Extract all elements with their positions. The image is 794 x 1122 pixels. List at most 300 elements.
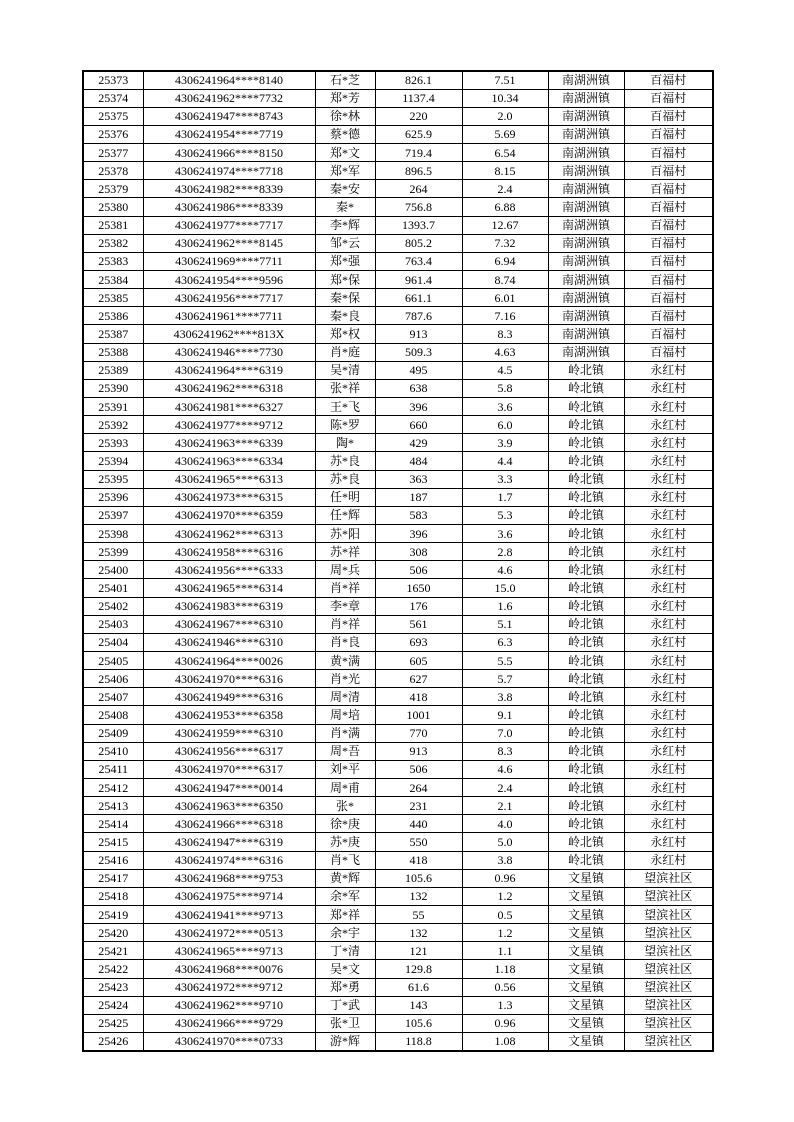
table-row [83,343,713,361]
table-row [83,162,713,180]
table-cell: 百福村 [624,343,713,361]
table-cell: 132 [375,924,462,942]
table-cell: 25385 [83,289,143,307]
table-cell: 25408 [83,706,143,724]
table-cell: 百福村 [624,216,713,234]
table-cell: 418 [375,851,462,869]
table-row [83,107,713,125]
table-cell: 4306241954****7719 [143,125,315,143]
table-cell: 4306241962****813X [143,325,315,343]
table-cell: 25392 [83,416,143,434]
table-cell: 756.8 [375,198,462,216]
table-cell: 25400 [83,561,143,579]
table-cell: 176 [375,597,462,615]
table-cell: 丁*武 [315,996,375,1014]
table-cell: 6.54 [462,144,548,162]
table-cell: 4306241959****6310 [143,724,315,742]
table-cell: 6.0 [462,416,548,434]
table-cell: 4306241981****6327 [143,398,315,416]
table-row [83,289,713,307]
table-cell: 肖*良 [315,633,375,651]
table-cell: 5.0 [462,833,548,851]
table-cell: 岭北镇 [548,652,624,670]
table-cell: 郑*文 [315,144,375,162]
table-cell: 15.0 [462,579,548,597]
table-cell: 429 [375,434,462,452]
table-cell: 永红村 [624,815,713,833]
table-cell: 百福村 [624,107,713,125]
table-cell: 张*卫 [315,1014,375,1032]
table-row [83,579,713,597]
table-cell: 张* [315,797,375,815]
table-cell: 25419 [83,905,143,923]
table-cell: 岭北镇 [548,506,624,524]
table-cell: 0.5 [462,905,548,923]
table-cell: 1393.7 [375,216,462,234]
table-cell: 岭北镇 [548,416,624,434]
table-cell: 南湖洲镇 [548,71,624,89]
table-cell: 4306241946****6310 [143,633,315,651]
table-cell: 25420 [83,924,143,942]
table-cell: 肖*祥 [315,615,375,633]
table-cell: 永红村 [624,670,713,688]
table-row [83,670,713,688]
table-row [83,1032,713,1050]
table-cell: 南湖洲镇 [548,343,624,361]
table-cell: 文星镇 [548,924,624,942]
table-cell: 岭北镇 [548,724,624,742]
table-row [83,434,713,452]
table-cell: 4306241972****9712 [143,978,315,996]
table-cell: 永红村 [624,470,713,488]
table-cell: 永红村 [624,706,713,724]
table-cell: 郑*祥 [315,905,375,923]
table-cell: 2.1 [462,797,548,815]
table-cell: 12.67 [462,216,548,234]
table-cell: 郑*强 [315,252,375,270]
table-cell: 25381 [83,216,143,234]
table-cell: 岭北镇 [548,561,624,579]
table-cell: 3.3 [462,470,548,488]
table-cell: 264 [375,180,462,198]
table-cell: 763.4 [375,252,462,270]
table-cell: 秦*良 [315,307,375,325]
table-cell: 5.7 [462,670,548,688]
table-cell: 任*辉 [315,506,375,524]
table-cell: 25386 [83,307,143,325]
table-cell: 25414 [83,815,143,833]
table-row [83,234,713,252]
table-cell: 文星镇 [548,1032,624,1050]
table-cell: 187 [375,488,462,506]
table-row [83,271,713,289]
table-cell: 896.5 [375,162,462,180]
table-cell: 岭北镇 [548,434,624,452]
table-cell: 25395 [83,470,143,488]
table-cell: 永红村 [624,615,713,633]
table-cell: 岭北镇 [548,543,624,561]
table-cell: 396 [375,525,462,543]
table-row [83,361,713,379]
table-cell: 25403 [83,615,143,633]
table-row [83,452,713,470]
table-cell: 787.6 [375,307,462,325]
table-cell: 文星镇 [548,996,624,1014]
table-cell: 5.8 [462,379,548,397]
table-row [83,597,713,615]
table-cell: 南湖洲镇 [548,162,624,180]
table-cell: 永红村 [624,797,713,815]
table-cell: 永红村 [624,561,713,579]
table-cell: 4306241970****0733 [143,1032,315,1050]
table-cell: 25410 [83,742,143,760]
table-row [83,416,713,434]
table-cell: 1137.4 [375,89,462,107]
table-cell: 南湖洲镇 [548,307,624,325]
table-cell: 121 [375,942,462,960]
table-cell: 百福村 [624,289,713,307]
table-cell: 百福村 [624,71,713,89]
table-cell: 望滨社区 [624,960,713,978]
table-cell: 5.5 [462,652,548,670]
table-cell: 25398 [83,525,143,543]
table-cell: 文星镇 [548,905,624,923]
table-cell: 南湖洲镇 [548,125,624,143]
table-cell: 4306241983****6319 [143,597,315,615]
table-cell: 4.0 [462,815,548,833]
table-row [83,851,713,869]
table-cell: 黄*辉 [315,869,375,887]
table-cell: 440 [375,815,462,833]
table-cell: 25426 [83,1032,143,1050]
table-cell: 4306241947****8743 [143,107,315,125]
table-cell: 4306241968****0076 [143,960,315,978]
table-row [83,887,713,905]
table-cell: 岭北镇 [548,615,624,633]
table-cell: 132 [375,887,462,905]
table-cell: 4306241964****0026 [143,652,315,670]
table-row [83,797,713,815]
table-cell: 南湖洲镇 [548,271,624,289]
table-cell: 25413 [83,797,143,815]
table-cell: 永红村 [624,597,713,615]
table-cell: 484 [375,452,462,470]
table-cell: 4306241972****0513 [143,924,315,942]
table-cell: 郑*权 [315,325,375,343]
table-cell: 百福村 [624,144,713,162]
table-cell: 1.2 [462,924,548,942]
table-cell: 文星镇 [548,869,624,887]
table-row [83,652,713,670]
table-cell: 25396 [83,488,143,506]
table-cell: 25404 [83,633,143,651]
table-cell: 苏*良 [315,452,375,470]
table-cell: 永红村 [624,652,713,670]
table-cell: 25374 [83,89,143,107]
table-cell: 25424 [83,996,143,1014]
table-cell: 百福村 [624,307,713,325]
table-cell: 4.63 [462,343,548,361]
table-cell: 永红村 [624,579,713,597]
table-cell: 25412 [83,778,143,796]
table-cell: 南湖洲镇 [548,107,624,125]
table-row [83,252,713,270]
table-cell: 25382 [83,234,143,252]
table-row [83,633,713,651]
table-cell: 4306241977****9712 [143,416,315,434]
table-cell: 百福村 [624,180,713,198]
table-cell: 陶* [315,434,375,452]
table-cell: 25417 [83,869,143,887]
table-cell: 肖*庭 [315,343,375,361]
table-row [83,144,713,162]
table-cell: 4306241973****6315 [143,488,315,506]
table-cell: 7.0 [462,724,548,742]
table-cell: 719.4 [375,144,462,162]
table-cell: 周*吾 [315,742,375,760]
table-cell: 周*培 [315,706,375,724]
table-cell: 4306241965****9713 [143,942,315,960]
table-row [83,869,713,887]
table-cell: 4306241963****6334 [143,452,315,470]
table-row [83,488,713,506]
table-cell: 143 [375,996,462,1014]
table-cell: 2.8 [462,543,548,561]
table-row [83,89,713,107]
table-cell: 百福村 [624,125,713,143]
table-cell: 25401 [83,579,143,597]
table-cell: 638 [375,379,462,397]
table-cell: 6.88 [462,198,548,216]
table-cell: 8.3 [462,742,548,760]
table-cell: 4306241968****9753 [143,869,315,887]
table-cell: 百福村 [624,252,713,270]
table-row [83,724,713,742]
table-cell: 506 [375,760,462,778]
table-cell: 南湖洲镇 [548,180,624,198]
table-cell: 岭北镇 [548,579,624,597]
table-cell: 陈*罗 [315,416,375,434]
table-cell: 25406 [83,670,143,688]
table-cell: 永红村 [624,434,713,452]
table-cell: 4306241970****6316 [143,670,315,688]
table-cell: 7.51 [462,71,548,89]
table-cell: 4306241965****6313 [143,470,315,488]
table-cell: 岭北镇 [548,706,624,724]
table-cell: 913 [375,325,462,343]
table-cell: 2.0 [462,107,548,125]
table-cell: 岭北镇 [548,379,624,397]
table-cell: 岭北镇 [548,760,624,778]
table-cell: 0.56 [462,978,548,996]
table-cell: 丁*清 [315,942,375,960]
table-cell: 1.7 [462,488,548,506]
table-cell: 4306241962****6318 [143,379,315,397]
table-cell: 3.9 [462,434,548,452]
table-cell: 4306241982****8339 [143,180,315,198]
table-cell: 4306241986****8339 [143,198,315,216]
table-cell: 永红村 [624,543,713,561]
table-cell: 岭北镇 [548,470,624,488]
table-cell: 805.2 [375,234,462,252]
table-cell: 770 [375,724,462,742]
table-cell: 永红村 [624,688,713,706]
table-cell: 永红村 [624,506,713,524]
table-cell: 南湖洲镇 [548,89,624,107]
table-cell: 627 [375,670,462,688]
table-cell: 25422 [83,960,143,978]
table-cell: 0.96 [462,1014,548,1032]
table-row [83,615,713,633]
table-cell: 岭北镇 [548,398,624,416]
table-cell: 蔡*德 [315,125,375,143]
table-row [83,760,713,778]
table-cell: 周*清 [315,688,375,706]
table-cell: 220 [375,107,462,125]
table-cell: 5.69 [462,125,548,143]
table-cell: 61.6 [375,978,462,996]
table-cell: 4306241965****6314 [143,579,315,597]
table-cell: 郑*军 [315,162,375,180]
table-cell: 0.96 [462,869,548,887]
table-row [83,706,713,724]
table-cell: 25387 [83,325,143,343]
table-cell: 岭北镇 [548,851,624,869]
table-row [83,125,713,143]
table-cell: 693 [375,633,462,651]
table-cell: 25373 [83,71,143,89]
table-cell: 118.8 [375,1032,462,1050]
table-cell: 6.94 [462,252,548,270]
table-cell: 王*飞 [315,398,375,416]
table-cell: 苏*庚 [315,833,375,851]
table-cell: 南湖洲镇 [548,252,624,270]
table-row [83,543,713,561]
table-cell: 肖*光 [315,670,375,688]
table-row [83,960,713,978]
table-cell: 文星镇 [548,942,624,960]
table-cell: 4306241947****6319 [143,833,315,851]
table-row [83,688,713,706]
table-cell: 4306241956****6333 [143,561,315,579]
table-cell: 25411 [83,760,143,778]
table-cell: 百福村 [624,89,713,107]
table-cell: 余*宇 [315,924,375,942]
table-cell: 8.3 [462,325,548,343]
table-cell: 4306241962****9710 [143,996,315,1014]
table-cell: 25380 [83,198,143,216]
table-row [83,942,713,960]
table-cell: 4306241969****7711 [143,252,315,270]
table-cell: 509.3 [375,343,462,361]
table-row [83,778,713,796]
table-cell: 4306241953****6358 [143,706,315,724]
table-cell: 4306241956****7717 [143,289,315,307]
table-cell: 4306241967****6310 [143,615,315,633]
table-cell: 望滨社区 [624,978,713,996]
table-cell: 石*芝 [315,71,375,89]
table-cell: 4306241962****6313 [143,525,315,543]
table-cell: 3.8 [462,688,548,706]
table-cell: 826.1 [375,71,462,89]
table-cell: 文星镇 [548,960,624,978]
table-cell: 25393 [83,434,143,452]
table-cell: 25415 [83,833,143,851]
table-cell: 1.1 [462,942,548,960]
table-cell: 25375 [83,107,143,125]
table-cell: 李*章 [315,597,375,615]
table-cell: 4306241974****6316 [143,851,315,869]
table-cell: 6.3 [462,633,548,651]
table-cell: 25405 [83,652,143,670]
table-cell: 永红村 [624,851,713,869]
table-cell: 永红村 [624,742,713,760]
table-cell: 余*军 [315,887,375,905]
table-cell: 4306241963****6339 [143,434,315,452]
table-cell: 4306241966****8150 [143,144,315,162]
table-cell: 南湖洲镇 [548,216,624,234]
table-cell: 邹*云 [315,234,375,252]
table-cell: 25423 [83,978,143,996]
table-cell: 郑*勇 [315,978,375,996]
table-cell: 永红村 [624,379,713,397]
table-cell: 25399 [83,543,143,561]
table-cell: 岭北镇 [548,361,624,379]
table-cell: 231 [375,797,462,815]
table-cell: 秦* [315,198,375,216]
table-cell: 264 [375,778,462,796]
table-cell: 4306241964****6319 [143,361,315,379]
table-cell: 4306241966****6318 [143,815,315,833]
table-cell: 4.5 [462,361,548,379]
table-cell: 8.74 [462,271,548,289]
table-cell: 4306241941****9713 [143,905,315,923]
table-row [83,398,713,416]
table-cell: 1.08 [462,1032,548,1050]
table-cell: 25384 [83,271,143,289]
table-row [83,470,713,488]
table-cell: 4306241970****6317 [143,760,315,778]
table-cell: 岭北镇 [548,597,624,615]
table-cell: 百福村 [624,198,713,216]
table-cell: 4306241958****6316 [143,543,315,561]
table-cell: 4306241966****9729 [143,1014,315,1032]
table-cell: 南湖洲镇 [548,198,624,216]
table-cell: 徐*林 [315,107,375,125]
table-cell: 25409 [83,724,143,742]
table-cell: 文星镇 [548,887,624,905]
table-cell: 4306241974****7718 [143,162,315,180]
table-row [83,325,713,343]
table-cell: 661.1 [375,289,462,307]
table-row [83,978,713,996]
table-cell: 4306241962****7732 [143,89,315,107]
table-cell: 肖*满 [315,724,375,742]
table-cell: 岭北镇 [548,815,624,833]
table-cell: 永红村 [624,778,713,796]
table-row [83,307,713,325]
table-cell: 岭北镇 [548,670,624,688]
table-cell: 961.4 [375,271,462,289]
table-cell: 4.6 [462,561,548,579]
table-cell: 南湖洲镇 [548,325,624,343]
table-row [83,833,713,851]
table-cell: 4.4 [462,452,548,470]
table-cell: 625.9 [375,125,462,143]
table-cell: 25397 [83,506,143,524]
table-cell: 7.32 [462,234,548,252]
table-cell: 1.2 [462,887,548,905]
